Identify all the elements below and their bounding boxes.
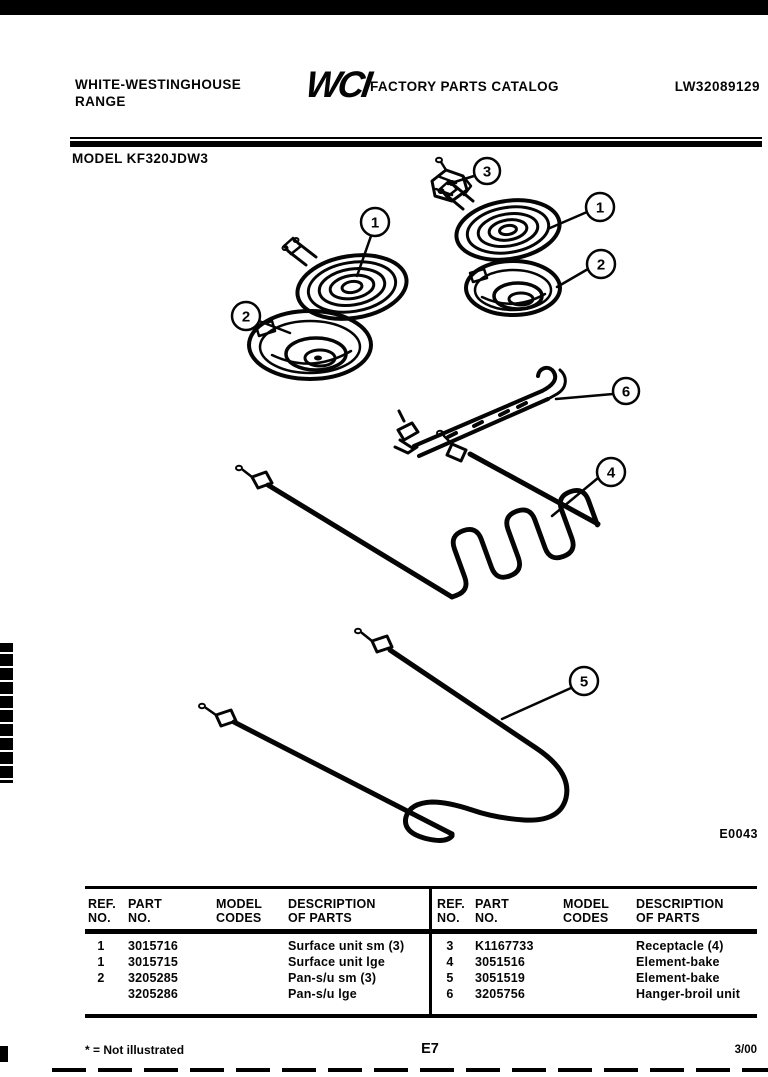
table-cell-desc: Element-bake	[636, 971, 720, 985]
table-cell-desc: Element-bake	[636, 955, 720, 969]
callout-2-right	[587, 250, 615, 278]
col-header-model: MODEL CODES	[216, 897, 263, 925]
brand-line2: RANGE	[75, 94, 126, 109]
table-cell-ref: 5	[446, 971, 454, 985]
callout-2-number: 2	[596, 256, 606, 274]
table-cell-desc: Pan-s/u sm (3)	[288, 971, 377, 985]
table-cell-ref: 3	[446, 939, 454, 953]
col-header-ref: REF. NO.	[88, 897, 116, 925]
surface-unit-coil-left	[293, 248, 411, 326]
coil-terminal-left	[283, 238, 317, 265]
table-cell-ref: 1	[97, 939, 105, 953]
table-cell-ref: 4	[446, 955, 454, 969]
catalog-title: FACTORY PARTS CATALOG	[370, 79, 559, 94]
table-cell-part: 3015716	[128, 939, 179, 953]
col-header-part: PART NO.	[128, 897, 162, 925]
callout-1-left	[361, 208, 389, 236]
table-cell-part: 3205285	[128, 971, 179, 985]
callout-4	[597, 458, 625, 486]
callout-5	[570, 667, 598, 695]
table-cell-part: 3205756	[475, 987, 526, 1001]
table-cell-part: K1167733	[475, 939, 534, 953]
table-rule-top	[85, 886, 757, 889]
callout-3	[474, 158, 500, 184]
col-header-part: PART NO.	[475, 897, 509, 925]
doc-number: LW32089129	[674, 79, 760, 94]
page-code: E7	[421, 1041, 439, 1057]
col-header-desc: DESCRIPTION OF PARTS	[288, 897, 376, 925]
callout-1-right	[586, 193, 614, 221]
table-cell-part: 3051519	[475, 971, 526, 985]
drip-pan-right	[466, 261, 560, 315]
table-cell-desc: Hanger-broil unit	[636, 987, 741, 1001]
brand-line1: WHITE-WESTINGHOUSE	[75, 77, 242, 92]
col-header-model: MODEL CODES	[563, 897, 610, 925]
figure-code: E0043	[719, 827, 758, 841]
callout-5-number: 5	[579, 673, 589, 691]
table-cell-part: 3015715	[128, 955, 179, 969]
date-code: 3/00	[734, 1044, 757, 1056]
table-cell-desc: Pan-s/u lge	[288, 987, 357, 1001]
table-rule-header	[85, 929, 757, 934]
callout-3-number: 3	[482, 163, 492, 181]
coil-terminal-right	[439, 181, 474, 209]
callout-1-number: 1	[595, 199, 605, 217]
table-center-divider	[429, 886, 432, 1018]
not-illustrated-note: * = Not illustrated	[85, 1043, 185, 1057]
table-cell-ref: 6	[446, 987, 454, 1001]
wci-logo: WCI	[303, 64, 372, 105]
hanger-broil-unit-drawing	[395, 368, 565, 456]
callout-2-number: 2	[241, 308, 251, 326]
table-cell-part: 3051516	[475, 955, 526, 969]
table-rule-bottom	[85, 1014, 757, 1018]
model-label: MODEL KF320JDW3	[72, 151, 209, 166]
table-cell-ref: 1	[97, 955, 105, 969]
callout-6	[613, 378, 639, 404]
callout-4-number: 4	[606, 464, 616, 482]
table-cell-desc: Receptacle (4)	[636, 939, 724, 953]
table-cell-desc: Surface unit lge	[288, 955, 385, 969]
callout-1-number: 1	[370, 214, 380, 232]
callout-6-number: 6	[621, 383, 631, 401]
col-header-desc: DESCRIPTION OF PARTS	[636, 897, 724, 925]
table-cell-desc: Surface unit sm (3)	[288, 939, 405, 953]
bake-element-drawing	[199, 629, 567, 841]
col-header-ref: REF. NO.	[437, 897, 465, 925]
callout-2-left	[232, 302, 260, 330]
surface-unit-coil-right	[452, 193, 564, 267]
table-cell-part: 3205286	[128, 987, 179, 1001]
table-cell-ref: 2	[97, 971, 105, 985]
drip-pan-left	[249, 311, 371, 379]
